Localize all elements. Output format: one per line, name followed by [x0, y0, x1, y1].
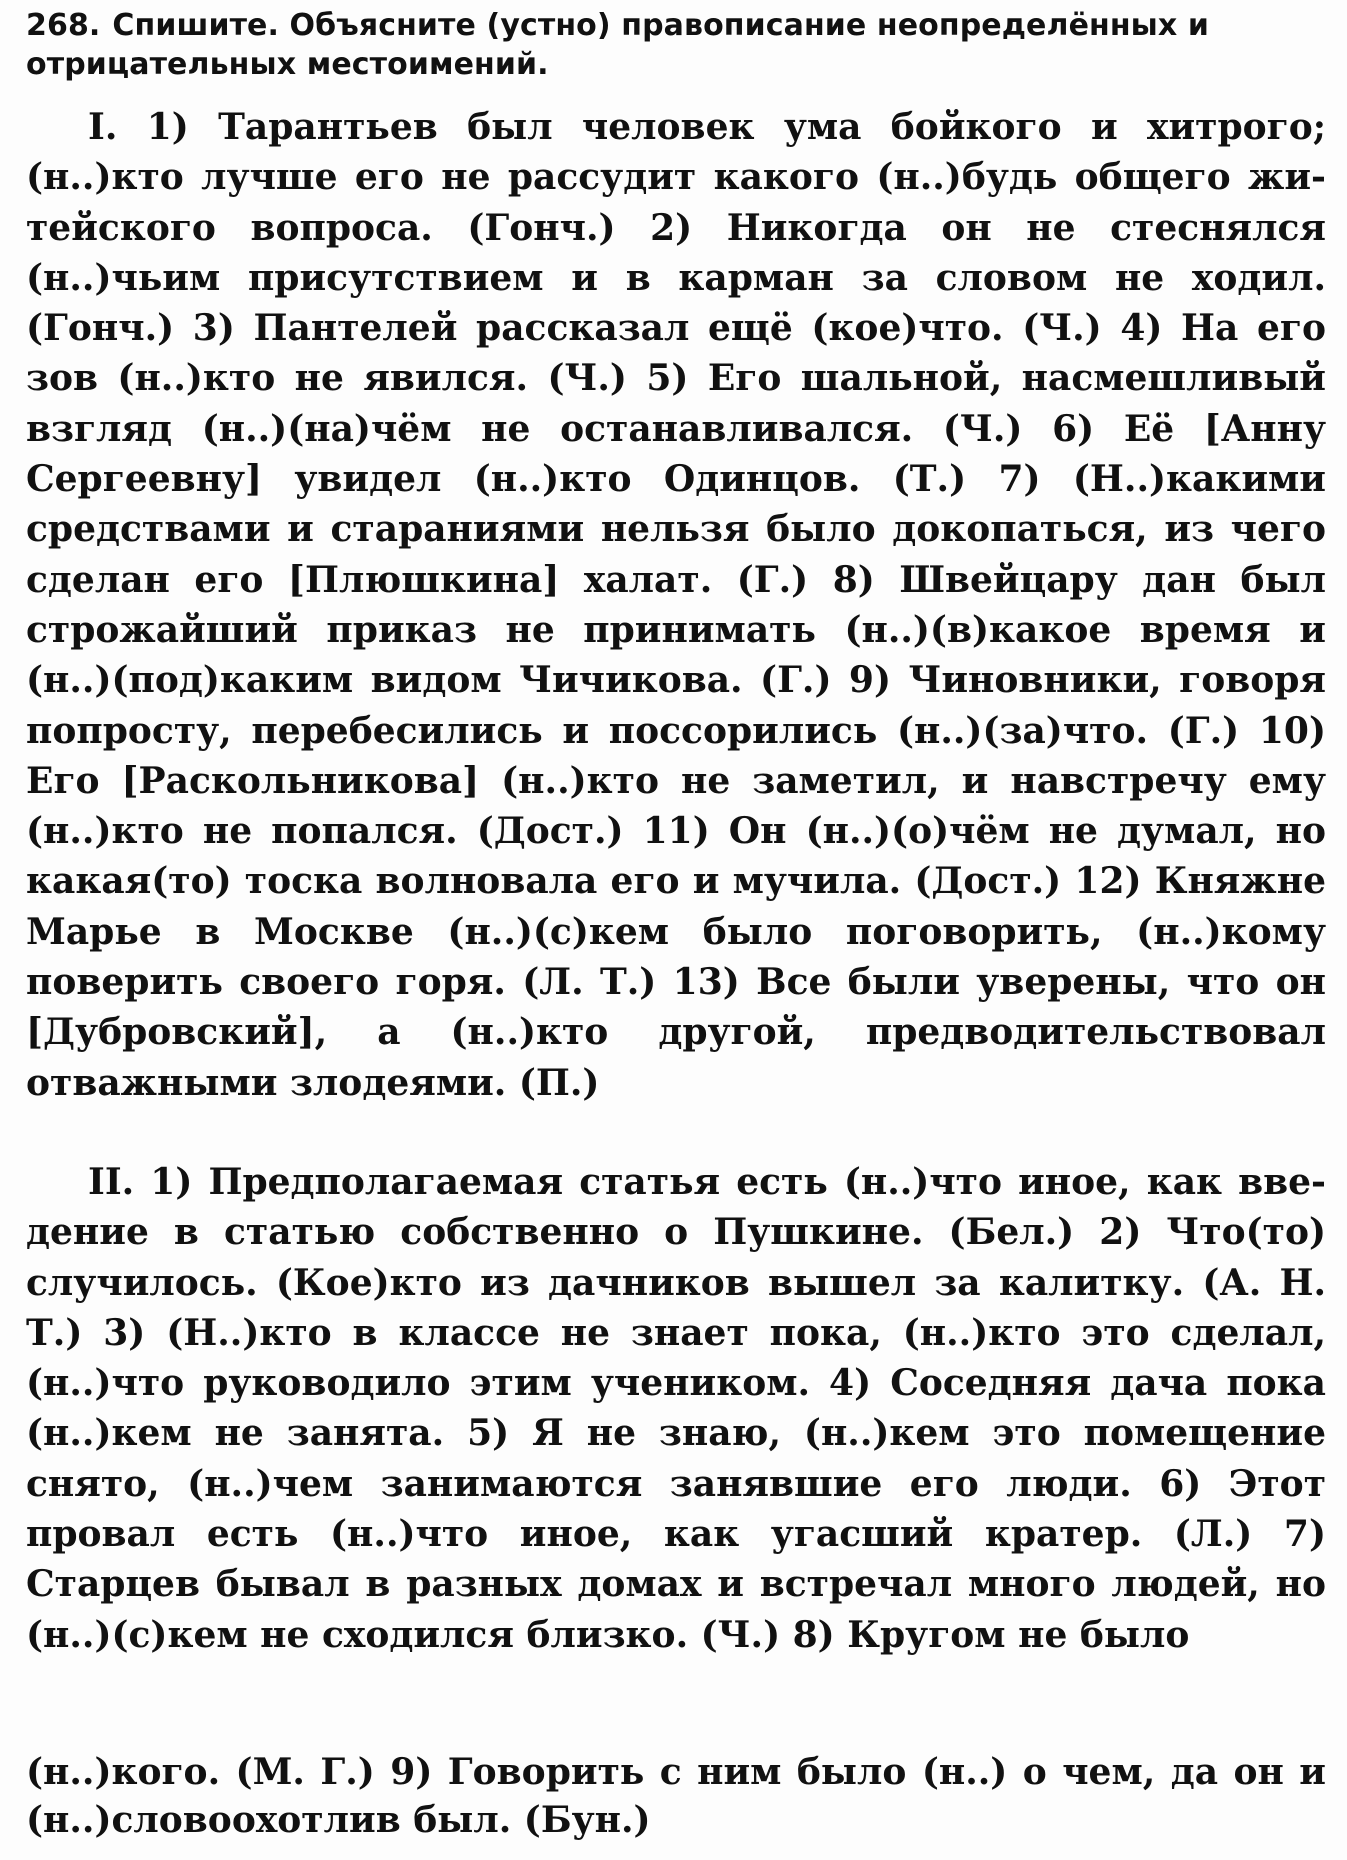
exercise-heading	[26, 6, 1326, 84]
continuation-text: (н..)кого. (М. Г.) 9) Говорить с ним было (н..) о чем, да он и (н..)словоохотлив был. (Бун.)	[26, 1751, 1326, 1841]
section-1-text: I. 1) Тарантьев был человек ума бойкого и хитрого; (н..)кто лучше его не рассудит какого (н..)будь общего житейского вопроса. (Гонч.) 2) Никогда он не стеснялся (н..)чьим присутствием и в карман за словом не ходил. (Гонч.) 3) Пантелей рассказал ещё (кое)что. (Ч.) 4) На его зов (н..)кто не явился. (Ч.) 5) Его шальной, насмешливый взгляд (н..)(на)чём не останавливался. (Ч.) 6) Её [Анну Сергеевну] увидел (н..)кто Одинцов. (Т.) 7) (Н..)какими средствами и стараниями нельзя было докопаться, из чего сделан его [Плюшкина] халат. (Г.) 8) Швейцару дан был строжайший приказ не принимать (н..)(в)какое время и (н..)(под)каким видом Чичикова. (Г.) 9) Чиновники, говоря попросту, перебесились и поссорились (н..)(за)что. (Г.) 10) Его [Раскольникова] (н..)кто не заметил, и навстречу ему (н..)кто не попался. (Дост.) 11) Он (н..)(о)чём не думал, но какая(то) тоска волновала его и мучила. (Дост.) 12) Княжне Марье в Москве (н..)(с)кем было поговорить, (н..)кому поверить своего горя. (Л. Т.) 13) Все были уверены, что он [Дубровский], а (н..)кто другой, предводительствовал отважными злодеями. (П.)	[26, 106, 1326, 1104]
exercise-section-1	[26, 102, 1326, 1108]
exercise-continuation	[26, 1748, 1326, 1844]
exercise-number: 268.	[26, 8, 101, 43]
exercise-instruction: Спишите. Объясните (устно) правописание неопределённых и отрицательных местоимений.	[26, 8, 1210, 82]
exercise-section-2	[26, 1157, 1326, 1660]
section-2-text: II. 1) Предполагаемая статья есть (н..)что иное, как введение в статью собственно о Пушкине. (Бел.) 2) Что(то) случилось. (Кое)кто из дачников вышел за калитку. (А. Н. Т.) 3) (Н..)кто в классе не знает пока, (н..)кто это сделал, (н..)что руководило этим учеником. 4) Соседняя дача пока (н..)кем не занята. 5) Я не знаю, (н..)кем это помещение снято, (н..)чем занимаются занявшие его люди. 6) Этот провал есть (н..)что иное, как угасший кратер. (Л.) 7) Старцев бывал в разных домах и встречал много людей, но (н..)(с)кем не сходился близко. (Ч.) 8) Кругом не было	[26, 1161, 1326, 1656]
